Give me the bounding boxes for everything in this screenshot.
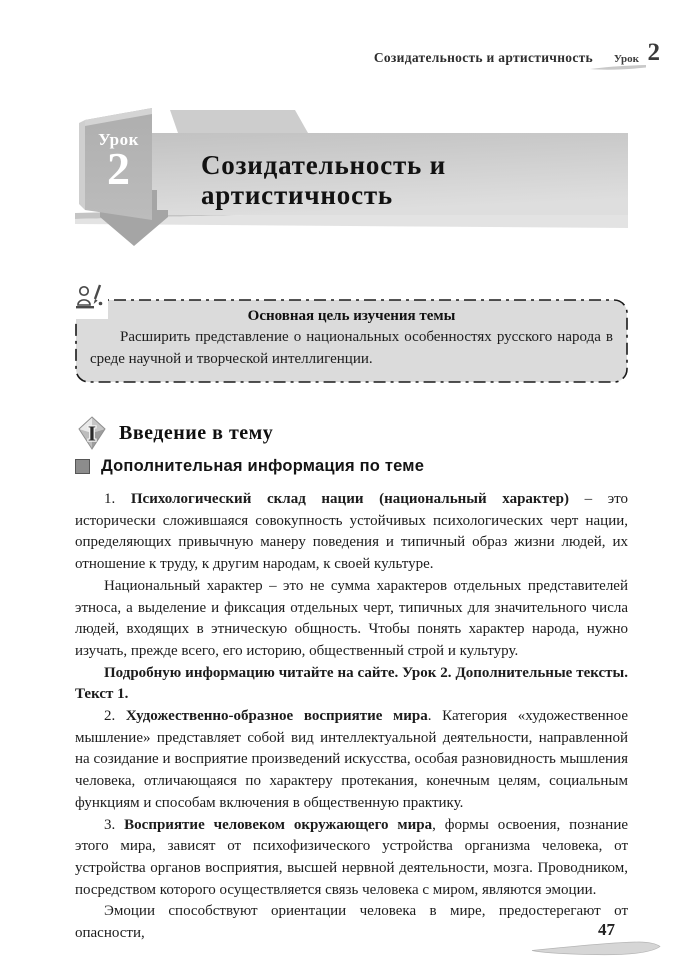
header-swoosh-icon <box>590 64 648 72</box>
lesson-banner <box>75 100 635 250</box>
paragraph-bold-text: Подробную информацию читайте на сайте. Урок 2. Дополнительные тексты. Текст 1. <box>75 664 628 703</box>
goal-box-text: Расширить представление о национальных особенностях русского народа в среде научной и творческой интеллигенции. <box>90 329 613 367</box>
running-header-lesson-number: 2 <box>647 39 660 66</box>
paragraph-text: . Категория «художественное мышление» представляет собой вид интеллектуальной деятельности, направленной на созидание и восприятие произведений искусства, особая разновидность мышления человека, отличающаяся по характеру протекания, конечным целям, социальным функциям и способам включения в общественную практику. <box>75 708 629 811</box>
paragraph <box>75 815 628 902</box>
section-title: Введение в тему <box>119 421 274 444</box>
footer-swoosh-icon <box>531 940 663 958</box>
paragraph-bold-text: Психологический склад нации (национальный характер) <box>130 491 569 507</box>
paragraph-text: – это исторически сложившаяся совокупность устойчивых психологических черт нации, определяющих привычную манеру поведения и типичный образ жизни людей, их отношение к труду, к другим народам, к своей культуре. <box>75 491 628 573</box>
paragraph-text: 3. <box>104 816 125 833</box>
goal-box <box>75 299 628 383</box>
body-paragraphs <box>75 489 628 945</box>
paragraph-text: , формы освоения, познание этого мира, зависят от психофизического устройства организма человека, от устройства органов восприятия, высшей нервной деятельности, мозга. Проводником, посредством которого осуществляется связь человека с миром, являются эмоции. <box>75 816 629 898</box>
paragraph-text: Национальный характер – это не сумма характеров отдельных представителей этноса, а выделение и фиксация отдельных черт, типичных для значительного числа людей, входящих в этническую общность. Чтобы понять характер народа, нужно изучать, прежде всего, его историю, общественный строй и культуру. <box>75 577 628 659</box>
paragraph <box>75 901 628 944</box>
paragraph <box>75 706 628 815</box>
lesson-title-line1: Созидательность и <box>201 150 447 180</box>
paragraph-text: Эмоции способствуют ориентации человека в мире, предостерегают от опасности, <box>75 903 628 942</box>
banner-lesson-number: 2 <box>107 143 130 194</box>
paragraph-text: 1. <box>104 491 131 507</box>
section-number: I <box>87 421 97 446</box>
subsection-heading <box>75 457 424 476</box>
paragraph <box>75 489 628 576</box>
page-number: 47 <box>598 920 615 939</box>
paragraph-text: 2. <box>104 708 126 725</box>
subsection-title: Дополнительная информация по теме <box>101 457 425 475</box>
running-header-title: Созидательность и артистичность <box>373 50 593 65</box>
running-header-lesson-word: Урок <box>613 53 639 65</box>
paragraph-bold-text: Восприятие человеком окружающего мира <box>124 816 433 833</box>
lesson-title <box>201 150 446 210</box>
goal-box-title: Основная цель изучения темы <box>247 308 456 324</box>
paragraph-bold-text: Художественно-образное восприятие мира <box>125 708 428 725</box>
gem-icon <box>76 416 108 450</box>
square-bullet-icon <box>75 459 90 474</box>
paragraph <box>75 663 628 706</box>
paragraph <box>75 576 628 663</box>
banner-lesson-word: Урок <box>98 130 139 149</box>
lesson-title-line2: артистичность <box>201 180 393 210</box>
section-heading <box>76 416 273 450</box>
